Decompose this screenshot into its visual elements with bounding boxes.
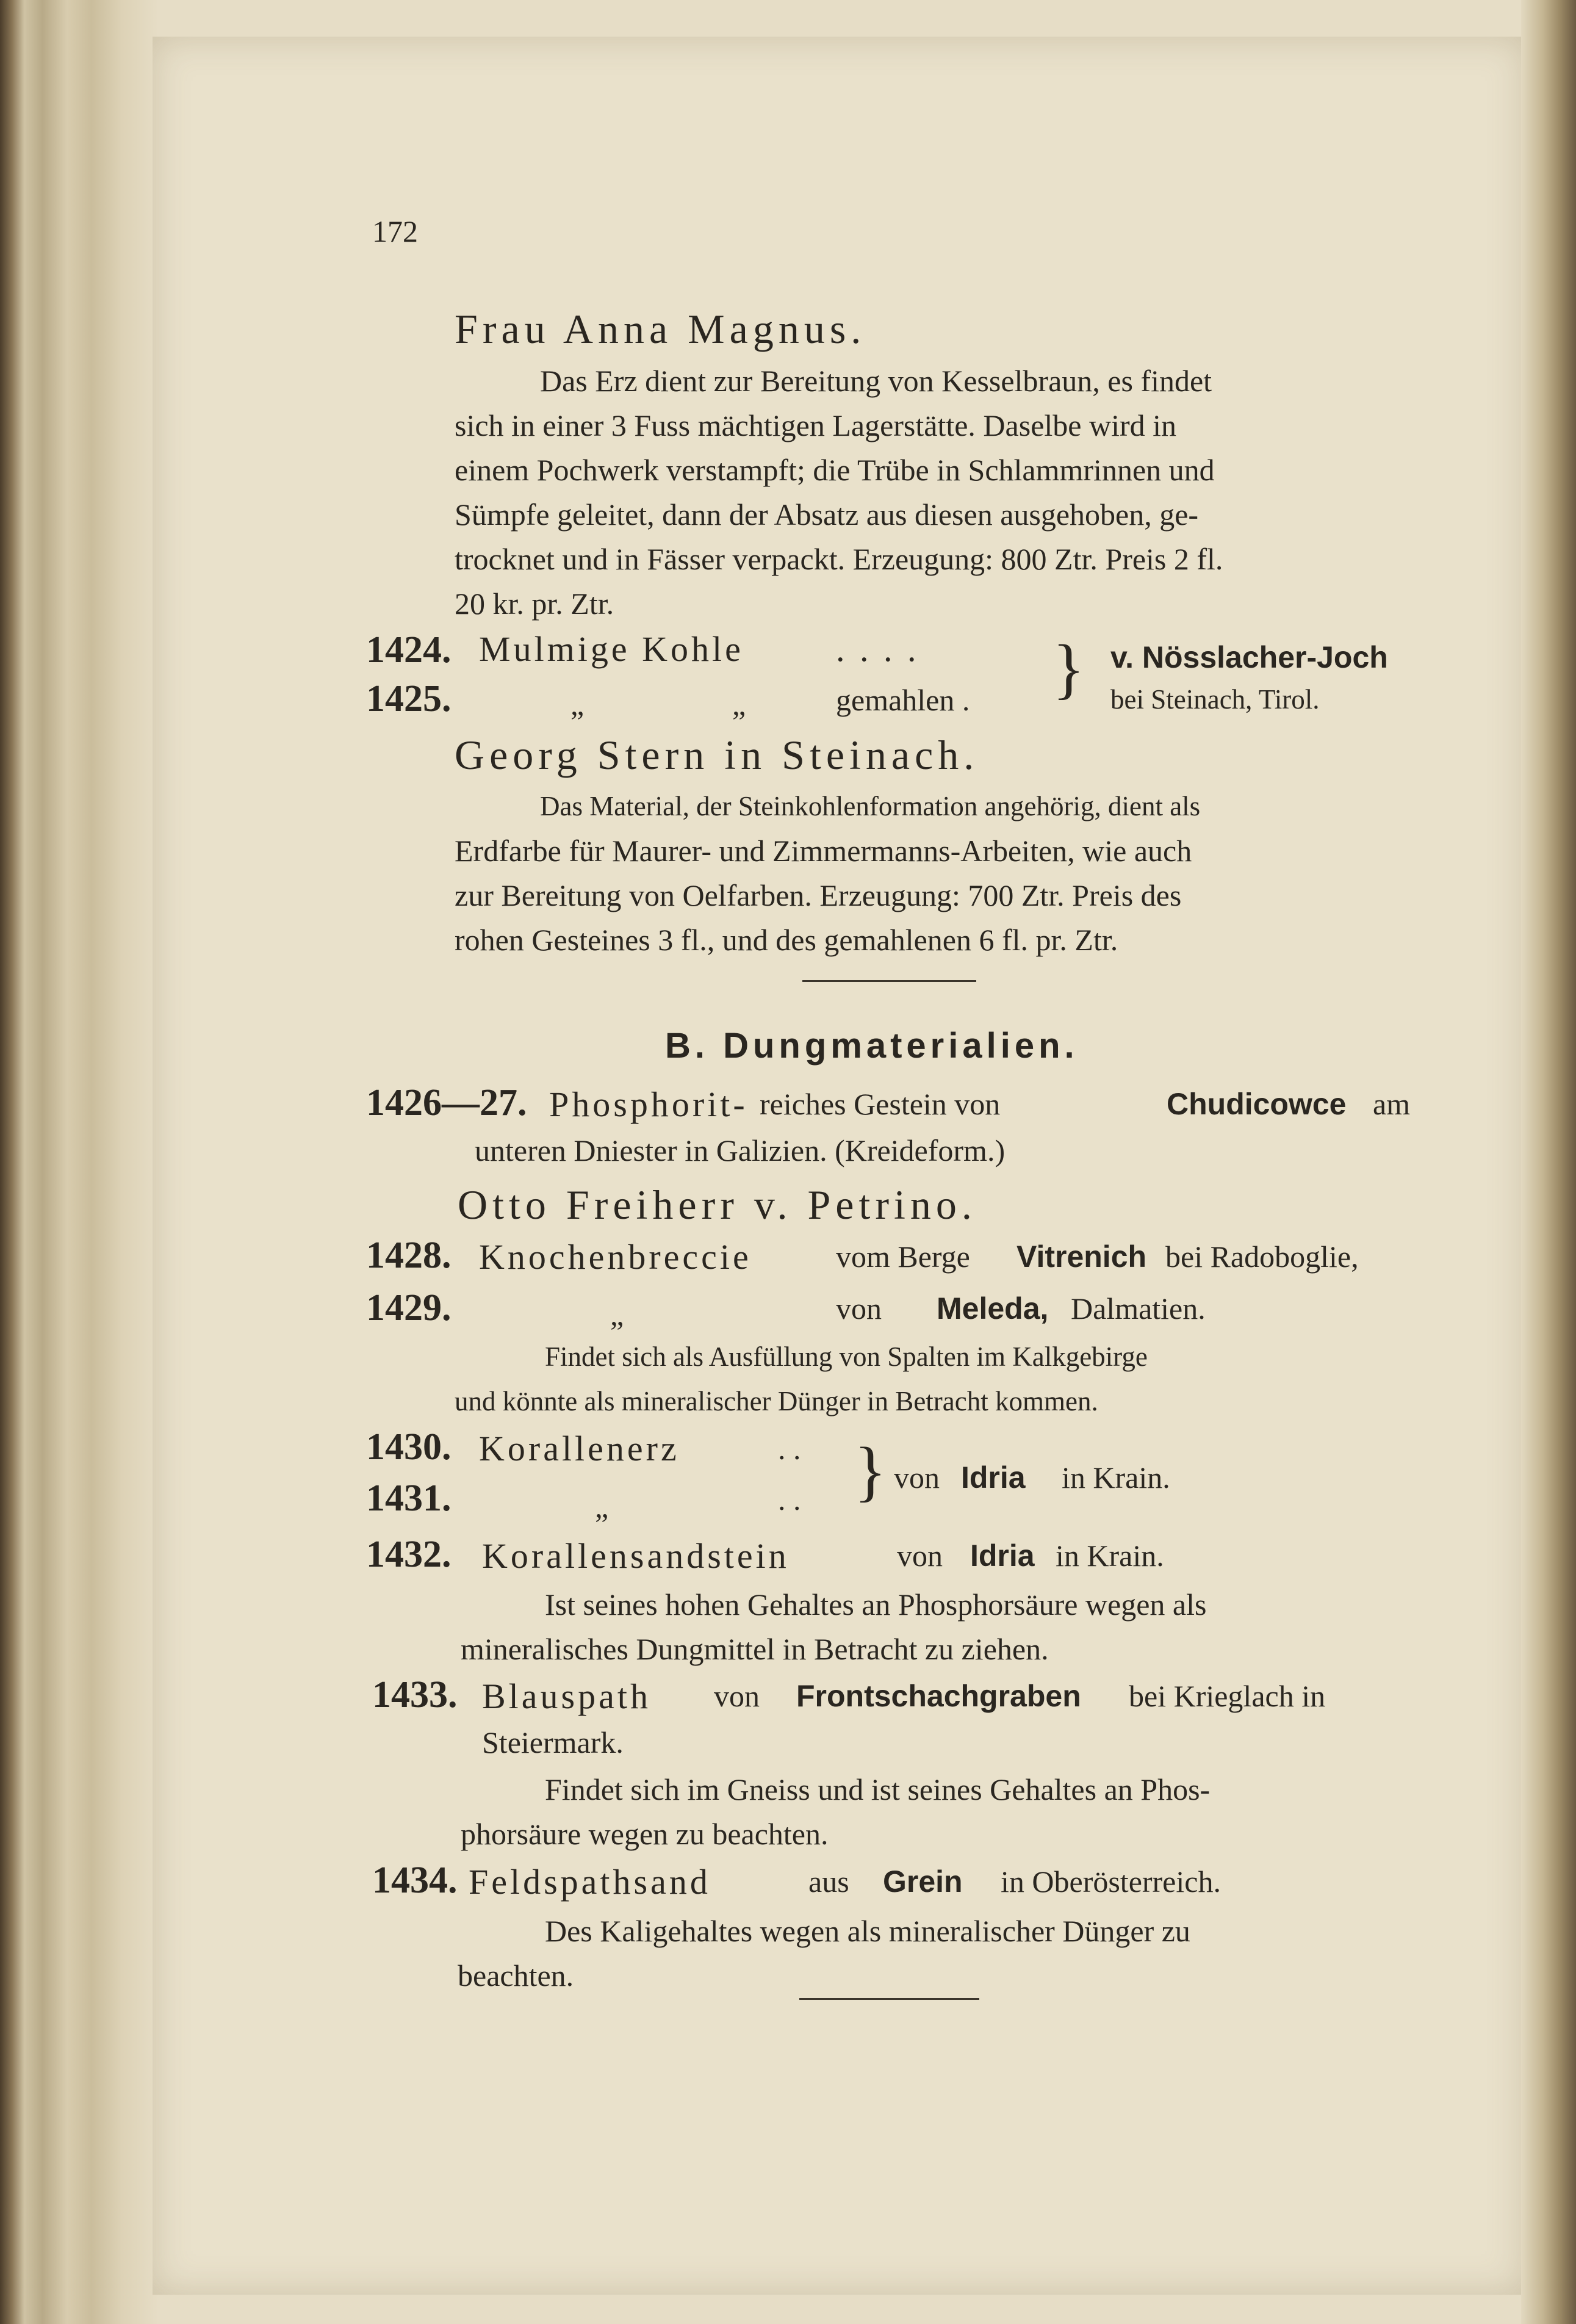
place-name: Frontschachgraben bbox=[796, 1679, 1081, 1713]
place-name: Grein bbox=[883, 1864, 963, 1899]
item-number-1434: 1434. bbox=[372, 1860, 458, 1901]
place-name: Idria bbox=[970, 1539, 1035, 1573]
paragraph-line: und könnte als mineralischer Dünger in Betracht kommen. bbox=[455, 1386, 1098, 1416]
item-text-1432: von bbox=[897, 1539, 943, 1573]
item-text-1426: reiches Gestein von bbox=[760, 1087, 1001, 1121]
paragraph-line: Erdfarbe für Maurer- und Zimmermanns-Arbeiten, wie auch bbox=[455, 834, 1192, 868]
item-line2-1426: unteren Dniester in Galizien. (Kreideform.) bbox=[475, 1133, 1006, 1167]
item-number-1425: 1425. bbox=[366, 678, 452, 720]
leader-dots: . . bbox=[778, 1482, 801, 1517]
leader-dots: . . bbox=[778, 1432, 801, 1466]
item-text-1434-end: in Oberösterreich. bbox=[1001, 1864, 1221, 1899]
location-1430-post: in Krain. bbox=[1062, 1460, 1170, 1495]
item-name-1434: Feldspathsand bbox=[469, 1862, 711, 1902]
place-name: Vitrenich bbox=[1016, 1240, 1147, 1274]
item-text-1433-end: bei Krieglach in bbox=[1129, 1679, 1326, 1713]
exhibitor-title-stern: Georg Stern in Steinach. bbox=[455, 732, 979, 778]
place-name: Chudicowce bbox=[1167, 1087, 1347, 1121]
item-text-1428-end: bei Radoboglie, bbox=[1165, 1240, 1359, 1274]
paragraph-line: zur Bereitung von Oelfarben. Erzeugung: 700 Ztr. Preis des bbox=[455, 878, 1182, 912]
item-text-1432-end: in Krain. bbox=[1056, 1539, 1164, 1573]
exhibitor-title-petrino: Otto Freiherr v. Petrino. bbox=[458, 1182, 977, 1228]
item-number-1433: 1433. bbox=[372, 1674, 458, 1716]
item-text-1433: von bbox=[714, 1679, 760, 1713]
item-text-1426-end: am bbox=[1373, 1087, 1411, 1121]
location-1424: v. Nösslacher-Joch bbox=[1110, 640, 1388, 674]
paragraph-line: Findet sich im Gneiss und ist seines Gehaltes an Phos- bbox=[545, 1772, 1211, 1806]
paragraph-line: Ist seines hohen Gehaltes an Phosphorsäure wegen als bbox=[545, 1587, 1207, 1622]
item-number-1429: 1429. bbox=[366, 1287, 452, 1329]
ditto-mark: „ bbox=[732, 687, 746, 721]
brace-1424: } bbox=[1052, 631, 1085, 706]
ditto-mark: „ bbox=[595, 1490, 609, 1524]
section-heading: B. Dungmaterialien. bbox=[665, 1026, 1079, 1066]
item-number-1424: 1424. bbox=[366, 629, 452, 671]
location-1424-region: bei Steinach, Tirol. bbox=[1110, 684, 1320, 715]
item-name-1424: Mulmige Kohle bbox=[479, 629, 744, 669]
brace-1430: } bbox=[854, 1434, 887, 1508]
paragraph-line: beachten. bbox=[458, 1958, 574, 1993]
item-line2-1433: Steiermark. bbox=[482, 1725, 624, 1759]
paragraph-line: Das Erz dient zur Bereitung von Kesselbraun, es findet bbox=[540, 364, 1212, 398]
item-text-1429: von bbox=[836, 1291, 882, 1326]
item-number-1426: 1426—27. bbox=[366, 1082, 527, 1124]
page-number: 172 bbox=[372, 214, 418, 248]
item-text-1428: vom Berge bbox=[836, 1240, 970, 1274]
item-text-1425: gemahlen . bbox=[836, 683, 970, 717]
item-number-1428: 1428. bbox=[366, 1235, 452, 1276]
item-number-1431: 1431. bbox=[366, 1478, 452, 1519]
item-name-1430: Korallenerz bbox=[479, 1429, 680, 1468]
paragraph-line: einem Pochwerk verstampft; die Trübe in Schlammrinnen und bbox=[455, 453, 1215, 487]
item-name-1426: Phosphorit- bbox=[549, 1084, 748, 1124]
divider-rule bbox=[802, 980, 976, 982]
paragraph-line: trocknet und in Fässer verpackt. Erzeugung: 800 Ztr. Preis 2 fl. bbox=[455, 542, 1223, 576]
exhibitor-title-magnus: Frau Anna Magnus. bbox=[455, 306, 866, 352]
paragraph-line: Sümpfe geleitet, dann der Absatz aus diesen ausgehoben, ge- bbox=[455, 497, 1199, 532]
paragraph-line: phorsäure wegen zu beachten. bbox=[461, 1817, 829, 1851]
paragraph-line: Das Material, der Steinkohlenformation angehörig, dient als bbox=[540, 791, 1201, 821]
page-edge bbox=[1521, 0, 1576, 2324]
paragraph-line: mineralisches Dungmittel in Betracht zu ziehen. bbox=[461, 1632, 1049, 1666]
paragraph-line: 20 kr. pr. Ztr. bbox=[455, 586, 614, 621]
paragraph-line: Des Kaligehaltes wegen als mineralischer Dünger zu bbox=[545, 1914, 1190, 1948]
ditto-mark: „ bbox=[610, 1297, 624, 1332]
item-text-1434: aus bbox=[808, 1864, 849, 1899]
item-name-1432: Korallensandstein bbox=[482, 1536, 790, 1576]
item-name-1428: Knochenbreccie bbox=[479, 1237, 752, 1277]
paragraph-line: rohen Gesteines 3 fl., und des gemahlenen 6 fl. pr. Ztr. bbox=[455, 923, 1118, 957]
paragraph-line: sich in einer 3 Fuss mächtigen Lagerstätte. Daselbe wird in bbox=[455, 408, 1177, 442]
ditto-mark: „ bbox=[570, 687, 585, 721]
paragraph-line: Findet sich als Ausfüllung von Spalten im Kalkgebirge bbox=[545, 1341, 1148, 1372]
item-number-1430: 1430. bbox=[366, 1426, 452, 1468]
place-name: Idria bbox=[961, 1460, 1026, 1495]
item-number-1432: 1432. bbox=[366, 1534, 452, 1575]
item-name-1433: Blauspath bbox=[482, 1676, 651, 1716]
divider-rule bbox=[799, 1998, 979, 2000]
leader-dots: . . . . bbox=[836, 629, 919, 669]
location-1430-pre: von bbox=[894, 1460, 940, 1495]
place-name: Meleda, bbox=[937, 1291, 1049, 1326]
item-text-1429-end: Dalmatien. bbox=[1071, 1291, 1206, 1326]
